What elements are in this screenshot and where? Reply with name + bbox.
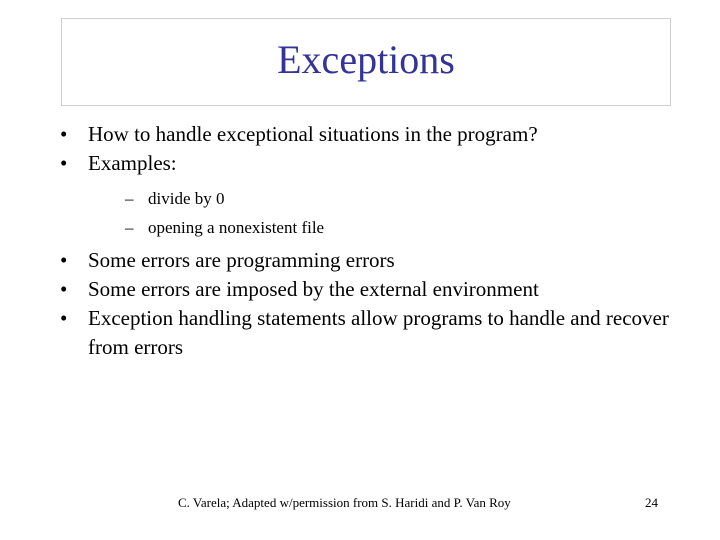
bullet-item [60,304,680,362]
slide-title: Exceptions [277,37,455,82]
bullet-item [60,246,680,275]
sub-bullet-item [88,184,680,213]
bullet-glyph: • [60,122,68,146]
bullet-item [60,149,680,242]
page-number: 24 [645,495,658,510]
bullet-text: Some errors are programming errors [88,248,395,272]
sub-bullet-text: opening a nonexistent file [148,218,325,237]
sub-bullet-glyph: – [125,189,134,208]
sub-bullet-item [88,213,680,242]
bullet-text: Exception handling statements allow programs to handle and recover from errors [88,306,669,359]
slide-footer: C. Varela; Adapted w/permission from S. Haridi and P. Van Roy [178,495,511,510]
bullet-text: How to handle exceptional situations in the program? [88,122,538,146]
bullet-item [60,120,680,149]
bullet-item [60,275,680,304]
bullet-text: Some errors are imposed by the external environment [88,277,539,301]
sub-bullet-text: divide by 0 [148,189,225,208]
bullet-list [60,120,680,362]
bullet-text: Examples: [88,151,177,175]
bullet-glyph: • [60,151,68,175]
bullet-glyph: • [60,306,68,330]
sub-bullet-list [88,184,680,242]
sub-bullet-glyph: – [125,218,134,237]
bullet-glyph: • [60,277,68,301]
bullet-glyph: • [60,248,68,272]
title-box [61,18,671,106]
